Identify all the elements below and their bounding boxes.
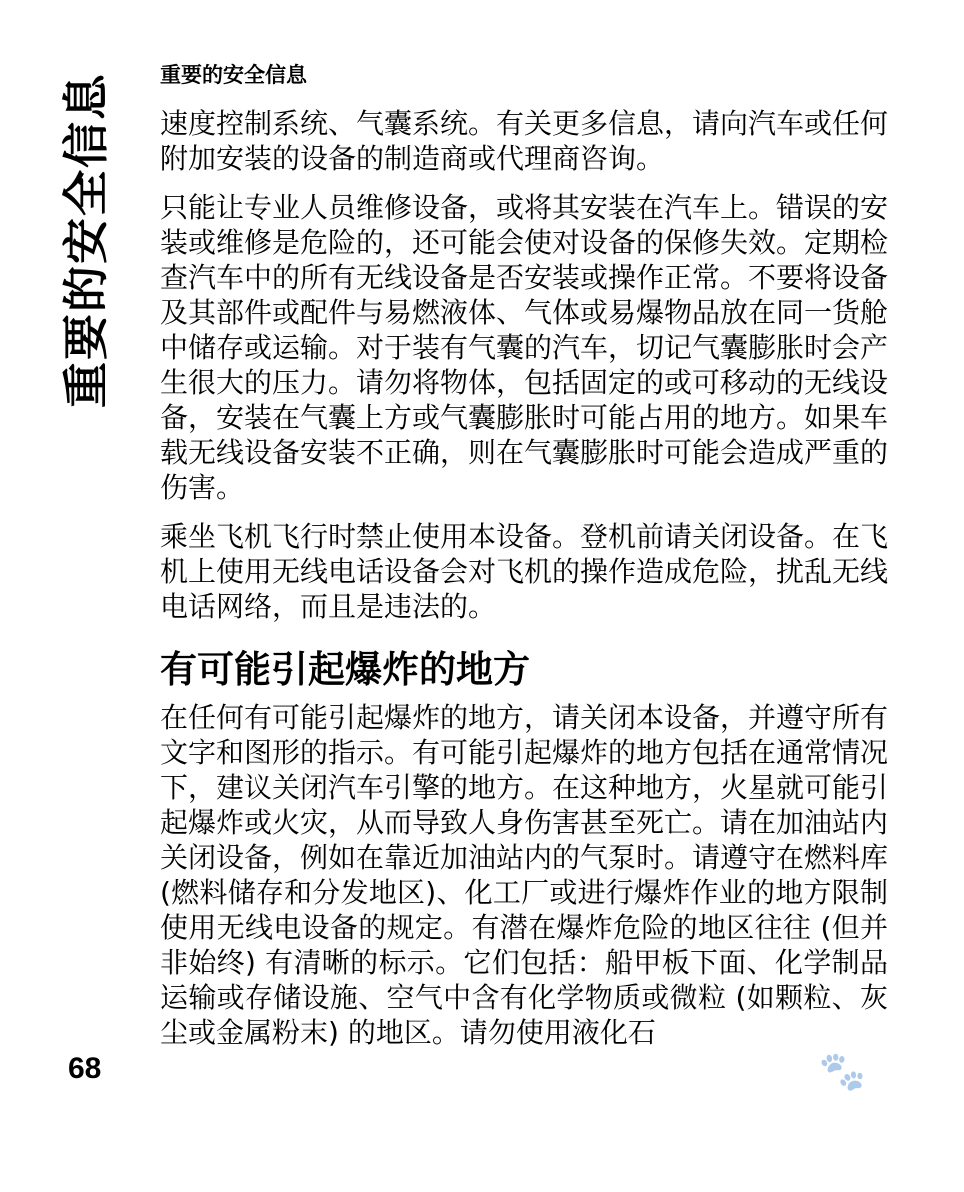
watermark <box>716 1044 936 1154</box>
paragraph-aircraft: 乘坐飞机飞行时禁止使用本设备。登机前请关闭设备。在飞机上使用无线电话设备会对飞机的操作造成危险，扰乱无线电话网络，而且是违法的。 <box>160 520 889 623</box>
side-section-title <box>38 60 128 420</box>
page-number: 68 <box>68 1052 102 1085</box>
watermark-logo: 🐾 <box>818 1051 866 1093</box>
section-heading: 有可能引起爆炸的地方 <box>160 648 530 691</box>
paragraph-explosive-areas: 在任何有可能引起爆炸的地方，请关闭本设备，并遵守所有文字和图形的指示。有可能引起爆炸的地方包括在通常情况下，建议关闭汽车引擎的地方。在这种地方，火星就可能引起爆炸或火灾，从而导致人身伤害甚至死亡。请在加油站内关闭设备，例如在靠近加油站内的气泵时。请遵守在燃料库 (燃料储存和分发地区)、化工厂或进行爆炸作业的地方限制使用无线电设备的规定。有潜在爆炸危险的地区往往 (但并非始终) 有清晰的标示。它们包括：船甲板下面、化学制品运输或存储设施、空气中含有化学物质或微粒 (如颗粒、灰尘或金属粉末) 的地区。请勿使用液化石 <box>160 701 889 1049</box>
running-header: 重要的安全信息 <box>160 63 307 87</box>
side-section-title-text: 重要的安全信息 <box>59 72 113 408</box>
paragraph-airbag-systems: 速度控制系统、气囊系统。有关更多信息，请向汽车或任何附加安装的设备的制造商或代理商咨询。 <box>160 107 889 175</box>
page-content <box>160 58 888 1064</box>
paragraph-installation: 只能让专业人员维修设备，或将其安装在汽车上。错误的安装或维修是危险的，还可能会使对设备的保修失效。定期检查汽车中的所有无线设备是否安装或操作正常。不要将设备及其部件或配件与易燃液体、气体或易爆物品放在同一货舱中储存或运输。对于装有气囊的汽车，切记气囊膨胀时会产生很大的压力。请勿将物体，包括固定的或可移动的无线设备，安装在气囊上方或气囊膨胀时可能占用的地方。如果车载无线设备安装不正确，则在气囊膨胀时可能会造成严重的伤害。 <box>160 191 889 504</box>
